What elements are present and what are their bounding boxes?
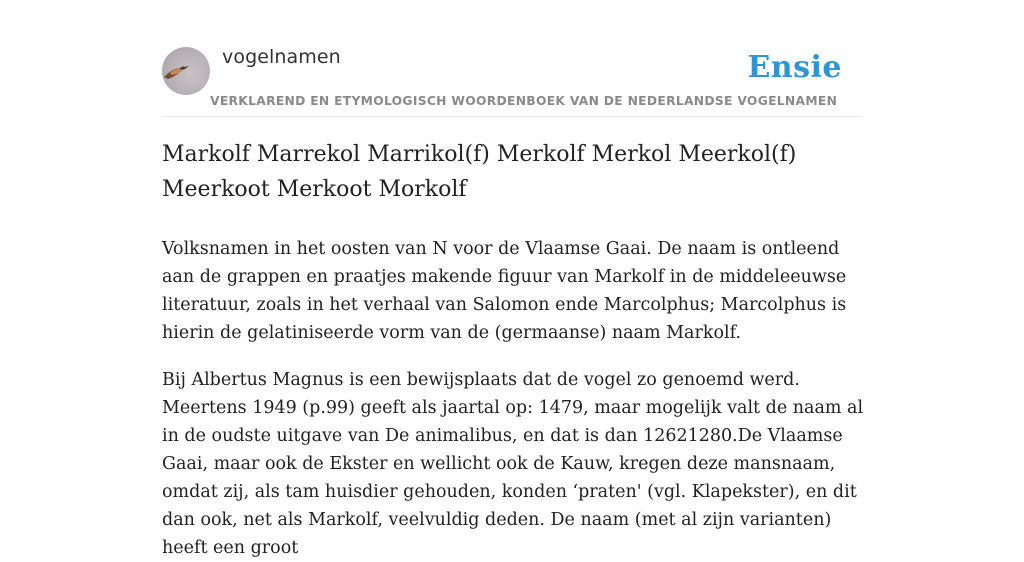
avatar[interactable] bbox=[162, 47, 210, 95]
article-title: Markolf Marrekol Marrikol(f) Merkolf Merkol Meerkol(f) Meerkoot Merkoot Morkolf bbox=[162, 142, 797, 202]
site-subtitle: VERKLAREND EN ETYMOLOGISCH WOORDENBOEK VAN DE NEDERLANDSE VOGELNAMEN bbox=[210, 94, 838, 108]
bird-avatar-icon bbox=[162, 47, 210, 95]
article-paragraph: Bij Albertus Magnus is een bewijsplaats dat de vogel zo genoemd werd. Meertens 1949 (p.99) geeft als jaartal op: 1479, maar mogelijk valt de naam al in de oudste uitgave van De animalibus, en dat is dan 12621280.De Vlaamse Gaai, maar ook de Ekster en wellicht ook de Kauw, kregen deze mansnaam, omdat zij, als tam huisdier gehouden, konden ‘praten' (vgl. Klapekster), en dit dan ook, net als Markolf, veelvuldig deden. De naam (met al zijn varianten) heeft een groot bbox=[162, 370, 864, 558]
site-header bbox=[162, 0, 862, 117]
ensie-logo[interactable]: Ensie bbox=[747, 50, 842, 85]
article-paragraph: Volksnamen in het oosten van N voor de Vlaamse Gaai. De naam is ontleend aan de grappen en praatjes makende figuur van Markolf in de middeleeuwse literatuur, zoals in het verhaal van Salomon ende Marcolphus; Marcolphus is hierin de gelatiniseerde vorm van de (germaanse) naam Markolf. bbox=[162, 239, 847, 343]
site-name-link[interactable]: vogelnamen bbox=[222, 46, 341, 68]
article bbox=[162, 137, 864, 562]
